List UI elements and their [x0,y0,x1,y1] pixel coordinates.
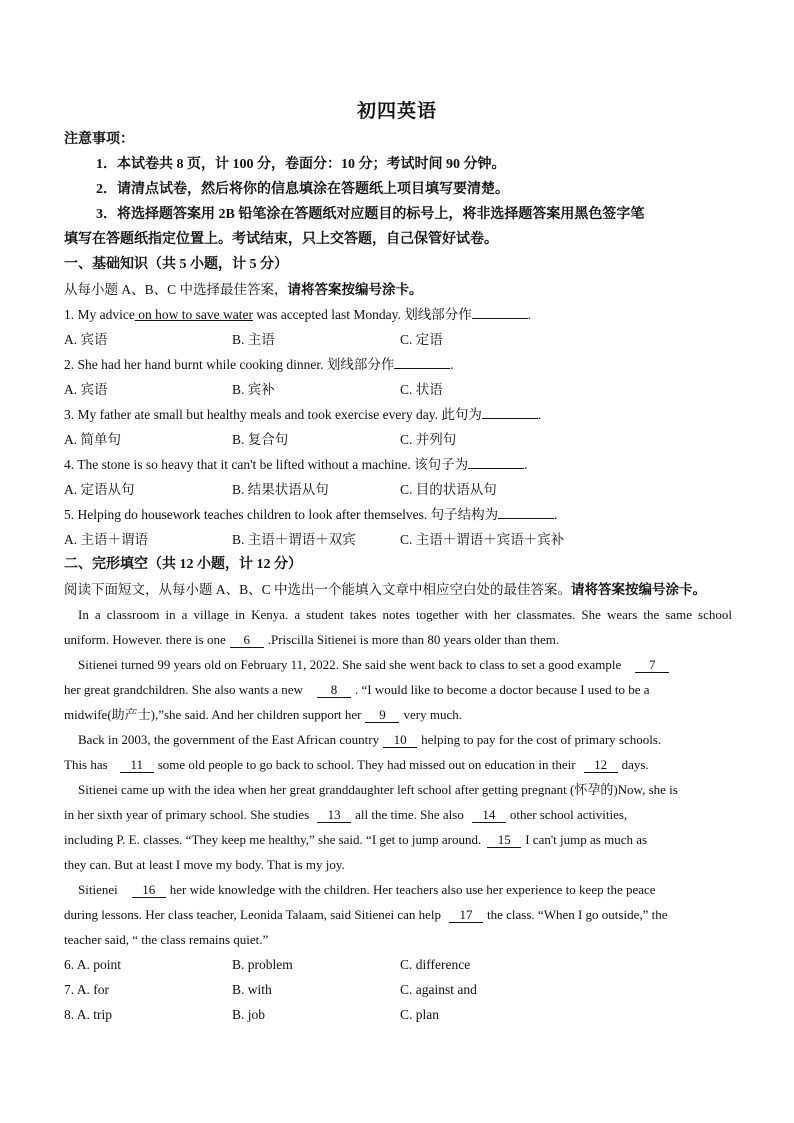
option-a[interactable]: 6. A. point [64,957,122,972]
passage-text: all the time. She also [355,807,464,822]
option-c[interactable]: C. plan [400,1007,439,1022]
cloze-blank-17[interactable]: 17 [449,908,483,923]
passage-text: during lessons. Her class teacher, Leonida Talaam, said Sitienei can help [64,907,442,922]
passage-text: her great grandchildren. She also wants a new [64,682,303,697]
passage-line: teacher said, “ the class remains quiet.” [64,932,269,947]
option-b[interactable]: B. job [232,1007,266,1022]
passage-line: they can. But at least I move my body. That is my joy. [64,857,345,872]
question-end: . [527,307,532,322]
option-b[interactable]: B. problem [232,957,293,972]
cloze-blank-11[interactable]: 11 [120,758,154,773]
page-title: 初四英语 [356,101,437,122]
option-b[interactable]: B. 主语＋谓语＋双宾 [232,532,356,547]
instruction-bold-text: 请将答案按编号涂卡。 [571,582,707,597]
option-a[interactable]: A. 简单句 [64,432,121,447]
passage-line: In a classroom in a village in Kenya. a student takes notes together with her classmates. She wears the same school [78,607,732,622]
option-b[interactable]: B. 主语 [232,332,275,347]
question-text: 1. My advice [64,307,135,322]
cloze-blank-13[interactable]: 13 [317,808,351,823]
question-text: 3. My father ate small but healthy meals and took exercise every day. 此句为 [64,407,482,422]
question-3 [64,406,732,424]
question-1 [64,306,732,324]
passage-text: very much. [403,707,462,722]
passage-text: I can't jump as much as [525,832,648,847]
passage-line [64,831,732,849]
passage-line [78,656,732,674]
cloze-blank-7[interactable]: 7 [635,658,669,673]
option-a[interactable]: A. 宾语 [64,332,108,347]
passage-line [78,731,732,749]
question-end: . [524,457,528,472]
passage-text: Sitienei [78,882,118,897]
option-c[interactable]: C. against and [400,982,477,997]
passage-line [64,806,732,824]
passage-text: Back in 2003, the government of the East African country [78,732,380,747]
passage-text: helping to pay for the cost of primary schools. [421,732,662,747]
question-text-post: was accepted last Monday. 划线部分作 [252,307,472,322]
notice-item-3-cont: 填写在答题纸指定位置上。考试结束，只上交答题，自己保管好试卷。 [64,232,498,247]
section1-instruction [64,281,732,299]
passage-line [64,756,732,774]
notice-item-3: 3．将选择题答案用 2B 铅笔涂在答题纸对应题目的标号上，将非选择题答案用黑色签字笔 [96,207,645,222]
cloze-blank-16[interactable]: 16 [132,883,166,898]
option-c[interactable]: C. difference [400,957,471,972]
option-b[interactable]: B. 结果状语从句 [232,482,329,497]
question-4 [64,456,732,474]
question-text: 4. The stone is so heavy that it can't be lifted without a machine. 该句子为 [64,457,469,472]
passage-text: Sitienei turned 99 years old on February 11, 2022. She said she went back to class to set a good example [78,657,622,672]
answer-blank [468,456,524,469]
passage-text: .Priscilla Sitienei is more than 80 years older than them. [267,632,560,647]
notice-item-2: 2．请清点试卷，然后将你的信息填涂在答题纸上项目填写要清楚。 [96,182,509,197]
instruction-text: 从每小题 A、B、C 中选择最佳答案， [64,282,288,297]
question-2 [64,356,732,374]
notice-heading: 注意事项： [64,132,134,147]
question-end: . [450,357,454,372]
instruction-bold-text: 请将答案按编号涂卡。 [287,282,423,297]
option-c[interactable]: C. 主语＋谓语＋宾语＋宾补 [400,532,565,547]
question-5 [64,506,732,524]
passage-line [64,706,732,724]
section2-instruction [64,581,732,599]
option-c[interactable]: C. 状语 [400,382,443,397]
section1-heading: 一、基础知识（共 5 小题，计 5 分） [64,257,288,272]
section2-heading: 二、完形填空（共 12 小题，计 12 分） [64,557,302,572]
cloze-blank-12[interactable]: 12 [584,758,618,773]
passage-line: Sitienei came up with the idea when her great granddaughter left school after getting pregnant (怀孕的)Now, she is [78,782,678,797]
option-a[interactable]: 7. A. for [64,982,109,997]
question-end: . [554,507,558,522]
passage-text: some old people to go back to school. They had missed out on education in their [157,757,576,772]
question-text: 2. She had her hand burnt while cooking dinner. 划线部分作 [64,357,395,372]
passage-text: midwife(助产士),”she said. And her children support her [64,707,362,722]
option-c[interactable]: C. 定语 [400,332,443,347]
passage-text: in her sixth year of primary school. She studies [64,807,310,822]
answer-blank [482,406,538,419]
option-b[interactable]: B. with [232,982,272,997]
cloze-blank-6[interactable]: 6 [230,633,264,648]
cloze-blank-14[interactable]: 14 [472,808,506,823]
passage-text: . “I would like to become a doctor because I used to be a [354,682,650,697]
answer-blank [394,356,450,369]
option-a[interactable]: A. 主语＋谓语 [64,532,148,547]
cloze-blank-8[interactable]: 8 [317,683,351,698]
passage-text: the class. “When I go outside,” the [487,907,668,922]
passage-line [64,681,732,699]
passage-line [64,631,732,649]
question-text: 5. Helping do housework teaches children to look after themselves. 句子结构为 [64,507,499,522]
passage-text: days. [621,757,649,772]
passage-text: her wide knowledge with the children. Her teachers also use her experience to keep the peace [169,882,656,897]
question-underlined: on how to save water [134,307,253,322]
option-c[interactable]: C. 目的状语从句 [400,482,497,497]
cloze-blank-15[interactable]: 15 [487,833,521,848]
option-b[interactable]: B. 宾补 [232,382,275,397]
option-a[interactable]: 8. A. trip [64,1007,113,1022]
passage-line [64,906,732,924]
answer-blank [472,306,528,319]
passage-text: This has [64,757,108,772]
cloze-blank-10[interactable]: 10 [383,733,417,748]
option-c[interactable]: C. 并列句 [400,432,457,447]
passage-text: uniform. However. there is one [64,632,226,647]
answer-blank [498,506,554,519]
passage-text: including P. E. classes. “They keep me healthy,” she said. “I get to jump around. [64,832,482,847]
option-b[interactable]: B. 复合句 [232,432,289,447]
instruction-text: 阅读下面短文，从每小题 A、B、C 中选出一个能填入文章中相应空白处的最佳答案。 [64,582,572,597]
notice-item-1: 1．本试卷共 8 页，计 100 分，卷面分：10 分；考试时间 90 分钟。 [96,157,506,172]
option-a[interactable]: A. 定语从句 [64,482,135,497]
passage-line [78,881,732,899]
option-a[interactable]: A. 宾语 [64,382,108,397]
cloze-blank-9[interactable]: 9 [365,708,399,723]
question-end: . [537,407,542,422]
passage-text: other school activities, [509,807,628,822]
